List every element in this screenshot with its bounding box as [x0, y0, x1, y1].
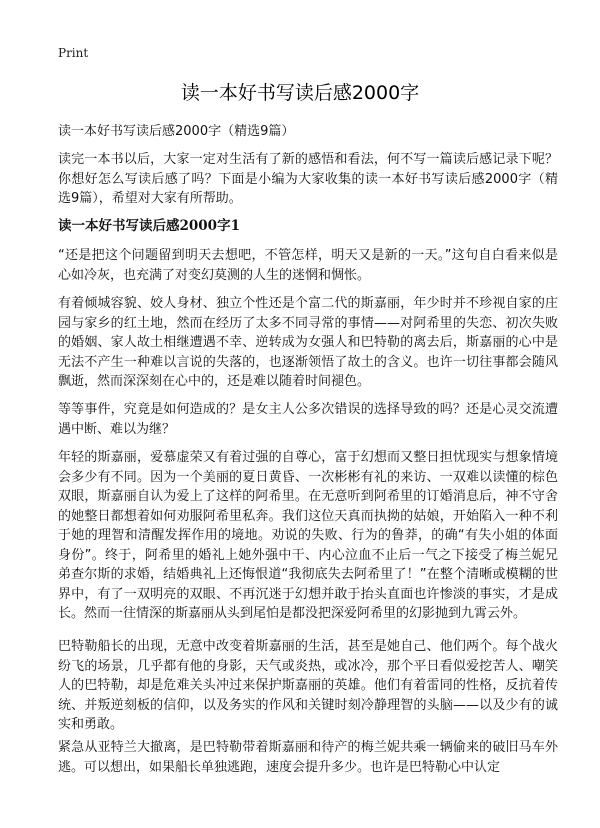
- print-link[interactable]: Print: [58, 46, 89, 60]
- paragraph-2: 有着倾城容貌、姣人身材、独立个性还是个富二代的斯嘉丽，年少时并不珍视自家的庄园与家乡的红土地，然而在经历了太多不同寻常的事情——对阿希里的失恋、初次失败的婚姻、家人故土相继遭遇不幸、逆转成为女强人和巴特勒的离去后，斯嘉丽的心中是无法不产生一种难以言说的失落的，也逐渐领悟了故土的含义。也许一切往事都会随风飘逝，然而深深刻在心中的，还是难以随着时间褪色。: [58, 296, 558, 389]
- page-title: 读一本好书写读后感2000字: [180, 82, 420, 104]
- article-subtitle: 读一本好书写读后感2000字（精选9篇）: [58, 124, 295, 139]
- paragraph-6: 紧急从亚特兰大撤离，是巴特勒带着斯嘉丽和待产的梅兰妮共乘一辆偷来的破旧马车外逃。可以想出，如果船长单独逃跑，速度会提升多少。也许是巴特勒心中认定: [58, 740, 558, 775]
- paragraph-3: 等等事件，究竟是如何造成的？是女主人公多次错误的选择导致的吗？还是心灵交流遭遇中断、难以为继？: [58, 402, 558, 437]
- paragraph-1: “还是把这个问题留到明天去想吧，不管怎样，明天又是新的一天。”这句自白看来似是心如冷灰，也充满了对变幻莫测的人生的迷惘和惆怅。: [58, 248, 558, 283]
- paragraph-5: 巴特勒船长的出现，无意中改变着斯嘉丽的生活，甚至是她自己、他们两个。每个战火纷飞的场景，几乎都有他的身影，天气或炎热，或冰冷，那个平日看似爱挖苦人、嘲笑人的巴特勒，却是危难关头冲过来保护斯嘉丽的英雄。他们有着雷同的性格，反抗着传统、并叛逆刻板的信仰，以及务实的作风和关键时刻冷静理智的头脑——以及少有的诚实和勇敢。: [58, 639, 558, 732]
- paragraph-4: 年轻的斯嘉丽，爱慕虚荣又有着过强的自尊心，富于幻想而又整日担忧现实与想象情境会多少有不同。因为一个美丽的夏日黄昏、一次彬彬有礼的来访、一双难以读懂的棕色双眼，斯嘉丽自认为爱上了这样的阿希里。在无意听到阿希里的订婚消息后，神不守舍的她整日都想着如何劝服阿希里私奔。我们这位天真而执拗的姑娘，开始陷入一种不利于她的理智和清醒发挥作用的境地。劝说的失败、行为的鲁莽，的确“有失小姐的体面身份”。终于，阿希里的婚礼上她外强中干、内心泣血不止后一气之下接受了梅兰妮兄弟查尔斯的求婚，结婚典礼上还悔恨道“我彻底失去阿希里了！”在整个清晰或模糊的世界中，有了一双明亮的双眼、不再沉迷于幻想并敢于抬头直面也许惨淡的事实，才是成长。然而一往情深的斯嘉丽从头到尾怕是都没把深爱阿希里的幻影抛到九霄云外。: [58, 450, 558, 621]
- section-heading: 读一本好书写读后感2000字1: [58, 218, 240, 234]
- intro-paragraph: 读完一本书以后，大家一定对生活有了新的感悟和看法，何不写一篇读后感记录下呢？你想好怎么写读后感了吗？下面是小编为大家收集的读一本好书写读后感2000字（精选9篇），希望对大家有所帮助。: [58, 152, 558, 206]
